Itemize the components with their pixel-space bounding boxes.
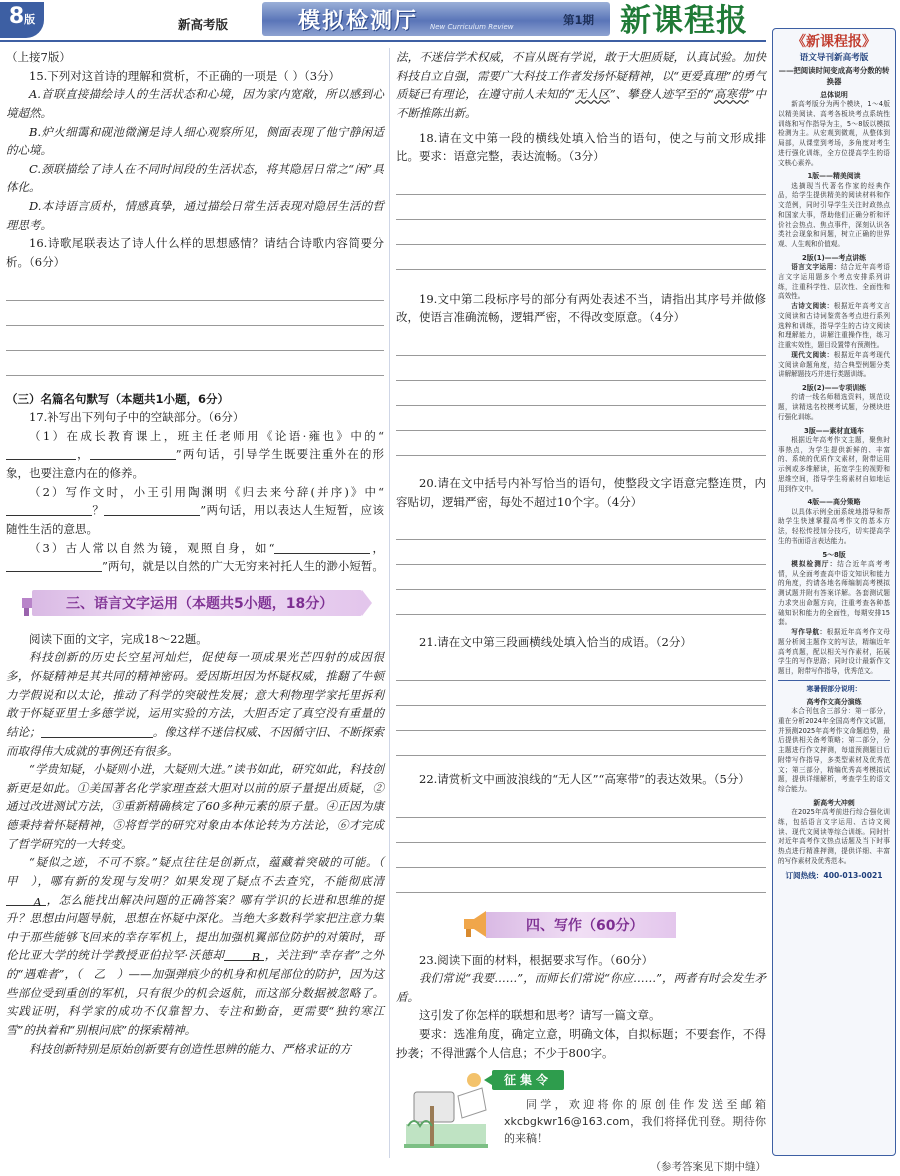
q19-answer-lines[interactable] — [396, 331, 766, 456]
q21-stem: 21.请在文中第三段画横线处填入恰当的成语。（2分） — [419, 635, 692, 650]
section4-banner — [396, 907, 766, 943]
sidebar-v58-label: 模拟检测厅： — [791, 559, 838, 568]
passage-p3-tail: ，关注到“幸存者”之外的“遇难者”，（ 乙 ）——加强弹痕少的机身和机尾部位的防护，因为这些部位受到重创的军机，只有很少的机会返航，而这部分数据被忽略了。实践证明，科学家的成功不仅靠智力、专注和勤奋，更需要“独钓寒江雪”的执着和“别根问底”的探索精神。 — [6, 948, 384, 1037]
sidebar-summer-title: 高考作文高分演练 — [806, 698, 862, 706]
q23-stem: 23.阅读下面的材料，根据要求写作。（60分） — [419, 952, 654, 967]
q15-stem: 15.下列对这首诗的理解和赏析，不正确的一项是（ ）（3分） — [29, 68, 341, 83]
blank-label-a: A — [33, 894, 42, 909]
sidebar-heading-v4: 4版——高分策略 — [807, 498, 861, 507]
q15-option-d: D.本诗语言质朴，情感真挚，通过描绘日常生活表现对隐居生活的哲理思考。 — [6, 199, 384, 232]
page-number: 8 — [8, 4, 25, 29]
q17-2-after: ”两句话，用以表达人生短暂，应该随性生活的意思。 — [6, 503, 384, 536]
sidebar-v2a-2 — [778, 302, 890, 351]
sidebar-v2a-1-label: 语言文字运用： — [791, 263, 841, 272]
sidebar-overview: 新高考版分为两个模块，1～4版以精美阅读、高考各板块考点系统性训练和写作指导为主，5～8版以模拟检测为主。从宏观到微观，从整体到局部，从课堂到考场，多角度对考生进行强化训练，全方位提高学生的语文核心素养。 — [778, 100, 890, 167]
notice-body — [504, 1096, 766, 1147]
q21-answer-lines[interactable] — [396, 656, 766, 756]
notice-tag: 征集令 — [492, 1070, 564, 1090]
sidebar-v58-text: 结合近年高考考情，从全面考查高中语文知识和能力的角度，约请各地名师编制高考模拟测试题并附有答案详解。各套测试题力求突出命题方向，注重考查各种基础知识和能力的全面性，每期安排15套。 — [778, 559, 890, 627]
wavy-phrase-gaohandai: 高寒带 — [713, 87, 749, 102]
q18-blank[interactable] — [41, 725, 153, 738]
sidebar-writing — [778, 628, 890, 677]
q17-2-blank-b[interactable] — [104, 503, 200, 516]
sidebar-v2a-2-text: 根据近年高考文言文阅读和古诗词鉴赏各考点进行系列选粹和训练，指导学生的古诗文阅读和理解能力，讲解注重操作性，练习注重实效性，题目设置带有预测性。 — [778, 302, 890, 350]
q15-option-c: C.颈联描绘了诗人在不同时间段的生活状态，将其隐居日常之“闲”具体化。 — [6, 161, 384, 195]
sidebar-v1: 选摘现当代著名作家的经典作品，给学生提供精美的阅读材料和作文范例，同时引导学生关注时政热点和国家大事，帮助他们正确分析和评价社会热点、焦点事件，深刻认识各类社会现象和问题，树立正确的世界观、人生观和价值观。 — [778, 181, 890, 249]
q17-3-blank-b[interactable] — [6, 559, 102, 572]
edition-label: 新高考版 — [178, 17, 229, 32]
passage-p1-tail: 。像这样不迷信权威、不因循守旧、不断探索而取得伟大成就的事例还有很多。 — [6, 724, 385, 758]
issue-number: 第1期 — [562, 13, 594, 27]
passage-p4-cont-mid: ”、攀登人迹罕至的“ — [609, 87, 714, 102]
q17-stem: 17.补写出下列句子中的空缺部分。（6分） — [29, 410, 245, 425]
sidebar-v2a-3 — [778, 351, 890, 380]
left-column — [6, 48, 396, 1058]
sidebar-v2a-2-label: 古诗文阅读： — [791, 302, 834, 311]
passage-p1-text: 科技创新的历史长空星河灿烂，促使每一项成果光芒四射的成因很多，怀疑精神是其共同的精神密码。爱因斯坦因为怀疑权威，推翻了牛顿力学假说和以太论，推动了科学的突破性发展；意大利物理学家托里拆利敢于怀疑亚里士多德学说，运用实验的方法，大胆否定了真空没有重量的结论； — [6, 650, 384, 739]
notice-text[interactable]: 同学，欢迎将你的原创佳作发送至邮箱xkcbgkwr16@163.com，我们将择优刊登。期待你的来稿！ — [504, 1098, 766, 1146]
passage-p4-cont-text: 法，不迷信学术权威，不盲从既有学说，敢于大胆质疑，认真试验。加快科技自立自强，需要广大科技工作者发扬怀疑精神，以“更爱真理”的勇气质疑已有理论，在遵守前人未知的“ — [396, 50, 766, 102]
section4-title: 四、写作（60分） — [526, 917, 644, 934]
q20-stem: 20.请在文中括号内补写恰当的语句，使整段文字语意完整连贯，内容贴切，逻辑严密，每处不超过10个字。（4分） — [396, 476, 766, 509]
q16-stem: 16.诗歌尾联表达了诗人什么样的思想感情？请结合诗歌内容简要分析。（6分） — [6, 236, 384, 269]
sidebar-v4: 以具体示例全面系统地指导和帮助学生快速掌握高考作文的基本方法，轻松传授加分技巧，切实提高学生的书面语言表达能力。 — [778, 507, 890, 545]
sidebar-subtitle: 语文导刊新高考版 — [799, 53, 869, 63]
section-english: New Curriculum Review — [430, 23, 514, 31]
sidebar-title: 《新课程报》 — [792, 34, 876, 50]
passage-p4-cont-tail: ”中不断推陈出新。 — [396, 87, 767, 120]
sidebar-heading-v3: 3版——素材直通车 — [804, 426, 864, 435]
answer-footnote: （参考答案见下期中缝） — [650, 1161, 766, 1174]
sidebar-heading-v2a: 2版(1)——考点讲练 — [801, 253, 867, 262]
masthead-logo: 新课程报 — [620, 3, 748, 39]
submission-notice — [396, 1066, 766, 1156]
page-number-unit: 版 — [24, 13, 36, 26]
q17-3-blank-a[interactable] — [274, 541, 370, 554]
q15-option-b: B.炉火细霭和砚池微澜是诗人细心观察所见，侧面表现了他宁静闲适的心境。 — [6, 124, 384, 158]
writing-material: 我们常说“我要……”，而师长们常说“你应……”，两者有时会发生矛盾。 — [396, 971, 766, 1004]
sidebar-writing-label: 写作导航： — [791, 628, 827, 637]
q22-stem: 22.请赏析文中画波浪线的“无人区”“高寒带”的表达效果。（5分） — [419, 771, 750, 786]
q17-3-before: （3）古人常以自然为镜，观照自身，如“ — [29, 540, 275, 555]
passage-paragraph-3 — [6, 853, 396, 1039]
sidebar-writing-text: 根据近年高考作文母题分析阅主题作文的写法，精编近年高考真题，配以相关写作素材，拓展学生的写作思路；同时设计最新作文题目，附带写作指导，优秀范文。 — [778, 628, 890, 676]
section3-title: 三、语言文字运用（本题共5小题，18分） — [66, 595, 334, 612]
q20-answer-lines[interactable] — [396, 515, 766, 615]
passage-paragraph-2: “学贵知疑，小疑则小进，大疑则大进。”读书如此，研究如此，科技创新更是如此。①美国著名化学家理查兹大胆对以前的原子量提出质疑，②通过改进测试方法，③重新精确核定了60多种元素的原子量。④正因为康德秉持着怀疑精神，⑤将哲学的研究对象由本体论转为方法论，⑥才完成了哲学研究的一大转变。 — [6, 762, 384, 851]
passage-p3-text: “疑似之迹，不可不察。”疑点往往是创新点，蕴藏着突破的可能。（ 甲 ），哪有新的发现与发明？如果发现了疑点不去查究，不能彻底清 — [6, 855, 396, 888]
sidebar-heading-v1: 1版——精美阅读 — [807, 172, 861, 181]
passage-paragraph-1 — [6, 648, 384, 760]
sidebar-v2a-3-label: 现代文阅读： — [791, 350, 834, 359]
subscription-hotline[interactable]: 订阅热线：400-013-0021 — [785, 870, 883, 880]
sidebar-heading-v2b: 2版(2)——专项训练 — [801, 384, 867, 393]
q17-1-after: ”两句话，引导学生既要注重外在的形象，也要注意内在的修养。 — [6, 447, 384, 480]
q22-answer-lines[interactable] — [396, 793, 766, 893]
part3-title: （三）名篇名句默写（本题共1小题，6分） — [6, 391, 230, 406]
sidebar-v2b: 约请一线名师精选资料，规范设题，读精选名校模考试题，分模块进行强化训练。 — [778, 393, 890, 421]
newspaper-intro-sidebar — [772, 28, 896, 1156]
sidebar-heading-summer: 寒暑假部分说明： — [806, 684, 862, 693]
sidebar-v3: 根据近年高考作文主题，聚焦时事热点，为学生提供新鲜的、丰富的、系统的优质作文素材，附带运用示例或多维解读，拓宽学生的视野和思维空间，指导学生将素材自如地运用到作文中。 — [778, 435, 890, 493]
q16-answer-lines[interactable] — [6, 276, 384, 376]
reading-intro: 阅读下面的文字，完成18～22题。 — [29, 631, 208, 646]
q17-2-mid: ？ — [92, 503, 105, 518]
middle-column — [396, 48, 766, 1176]
q17-3-after: ”两句，就是以自然的广大无穷来衬托人生的渺小短暂。 — [102, 559, 384, 574]
sidebar-sprint: 在2025年高考前进行综合强化训练，包括语言文字运用、古诗文阅读、现代文阅读等综合训练。同时针对近年高考作文热点话题及当下时事热点进行精准押测，提供详细、丰富的写作素材及优秀范本。 — [778, 808, 890, 865]
q18-answer-lines[interactable] — [396, 170, 766, 270]
q17-item-1: （1）在成长教育课上，班主任老师用《论语·雍也》中的“， ”两句话，引导学生既要注重外在的形象，也要注意内在的修养。 — [6, 428, 384, 480]
section3-banner — [6, 586, 384, 620]
writing-requirements: 要求：选准角度，确定立意，明确文体，自拟标题；不要套作，不得抄袭；不得泄露个人信息；不少于800字。 — [396, 1027, 766, 1060]
page-number-badge — [0, 2, 44, 38]
sidebar-v2a-3-text: 根据近年高考现代文阅读命题角度，结合典型例题分类讲解解题技巧并进行类题训练。 — [778, 350, 890, 379]
passage-paragraph-4-cont — [396, 48, 766, 123]
q17-1-blank-b[interactable] — [90, 447, 176, 460]
sidebar-v58 — [778, 560, 890, 628]
wavy-phrase-wurenqu: 无人区 — [575, 87, 610, 102]
section-band — [262, 2, 610, 36]
q15-option-a: A.首联直接描绘诗人的生活状态和心境，因为家内宽敞，所以感到心境超然。 — [6, 87, 384, 120]
sidebar-v2a-1-text: 结合近年高考语言文字运用题多个考点安排系列讲练，注重科学性、层次性、全面性和高效性。 — [778, 263, 890, 301]
q17-2-before: （2）写作文时，小王引用陶渊明《归去来兮辞(并序)》中“ — [29, 484, 384, 499]
passage-paragraph-4: 科技创新特别是原始创新要有创造性思辨的能力、严格求证的方 — [29, 1041, 351, 1056]
writing-prompt: 这引发了你怎样的联想和思考？请写一篇文章。 — [419, 1008, 661, 1023]
mailbox-illustration — [396, 1066, 496, 1154]
sidebar-summer: 本合刊包含三部分：第一部分，重在分析2024年全国高考作文试题，并预测2025年高考作文命题趋势，最后提供相关备考策略；第二部分，分主题进行作文押测，每道预测题目后附带写作指导，多类型素材及优秀范文；第三部分，精编优秀高考模拟试题，提供详细解析，考查学生的语文综合能力。 — [778, 707, 890, 794]
sidebar-divider — [778, 680, 890, 681]
q19-stem: 19.文中第二段标序号的部分有两处表述不当，请指出其序号并做修改，使语言准确流畅，逻辑严密，不得改变原意。（4分） — [396, 291, 766, 325]
q17-item-2 — [6, 483, 384, 539]
q17-1-before: （1）在成长教育课上，班主任老师用《论语·雍也》中的“ — [29, 428, 384, 443]
sidebar-sprint-title: 新高考大冲刺 — [813, 798, 855, 807]
page-header — [0, 0, 900, 46]
column-divider — [389, 48, 390, 1158]
passage-p3-mid: ，怎么能找出解决问题的正确答案？哪有学识的长进和思维的提升？思想由问题导航，思想在怀疑中深化。当绝大多数科学家把注意力集中于那些能够飞回来的幸存军机上，提出加强机翼部位防护的对策时，哥伦比亚大学的统计学教授亚伯拉罕·沃德却 — [6, 892, 384, 963]
header-rule — [0, 40, 766, 42]
q17-item-3: （3）古人常以自然为镜，观照自身，如“ ，”两句，就是以自然的广大无穷来衬托人生的渺小短暂。 — [6, 539, 384, 576]
q18-stem: 18.请在文中第一段的横线处填入恰当的语句，使之与前文形成排比。要求：语意完整，表达流畅。（3分） — [396, 130, 766, 164]
section-title: 模拟检测厅 — [298, 8, 419, 34]
q21-blank-b[interactable] — [224, 948, 264, 965]
q17-2-blank-a[interactable] — [6, 503, 92, 516]
q17-1-blank-a[interactable] — [6, 447, 76, 460]
sidebar-heading-overview: 总体说明 — [820, 91, 848, 99]
q21-blank-a[interactable] — [6, 893, 46, 909]
sidebar-v2a-1 — [778, 263, 890, 302]
sidebar-heading-v58: 5～8版 — [822, 550, 846, 559]
blank-label-b: B — [251, 950, 261, 965]
continue-note: （上接7版） — [6, 50, 71, 64]
sidebar-tagline: ——把阅读时间变成高考分数的转换器 — [778, 66, 890, 86]
